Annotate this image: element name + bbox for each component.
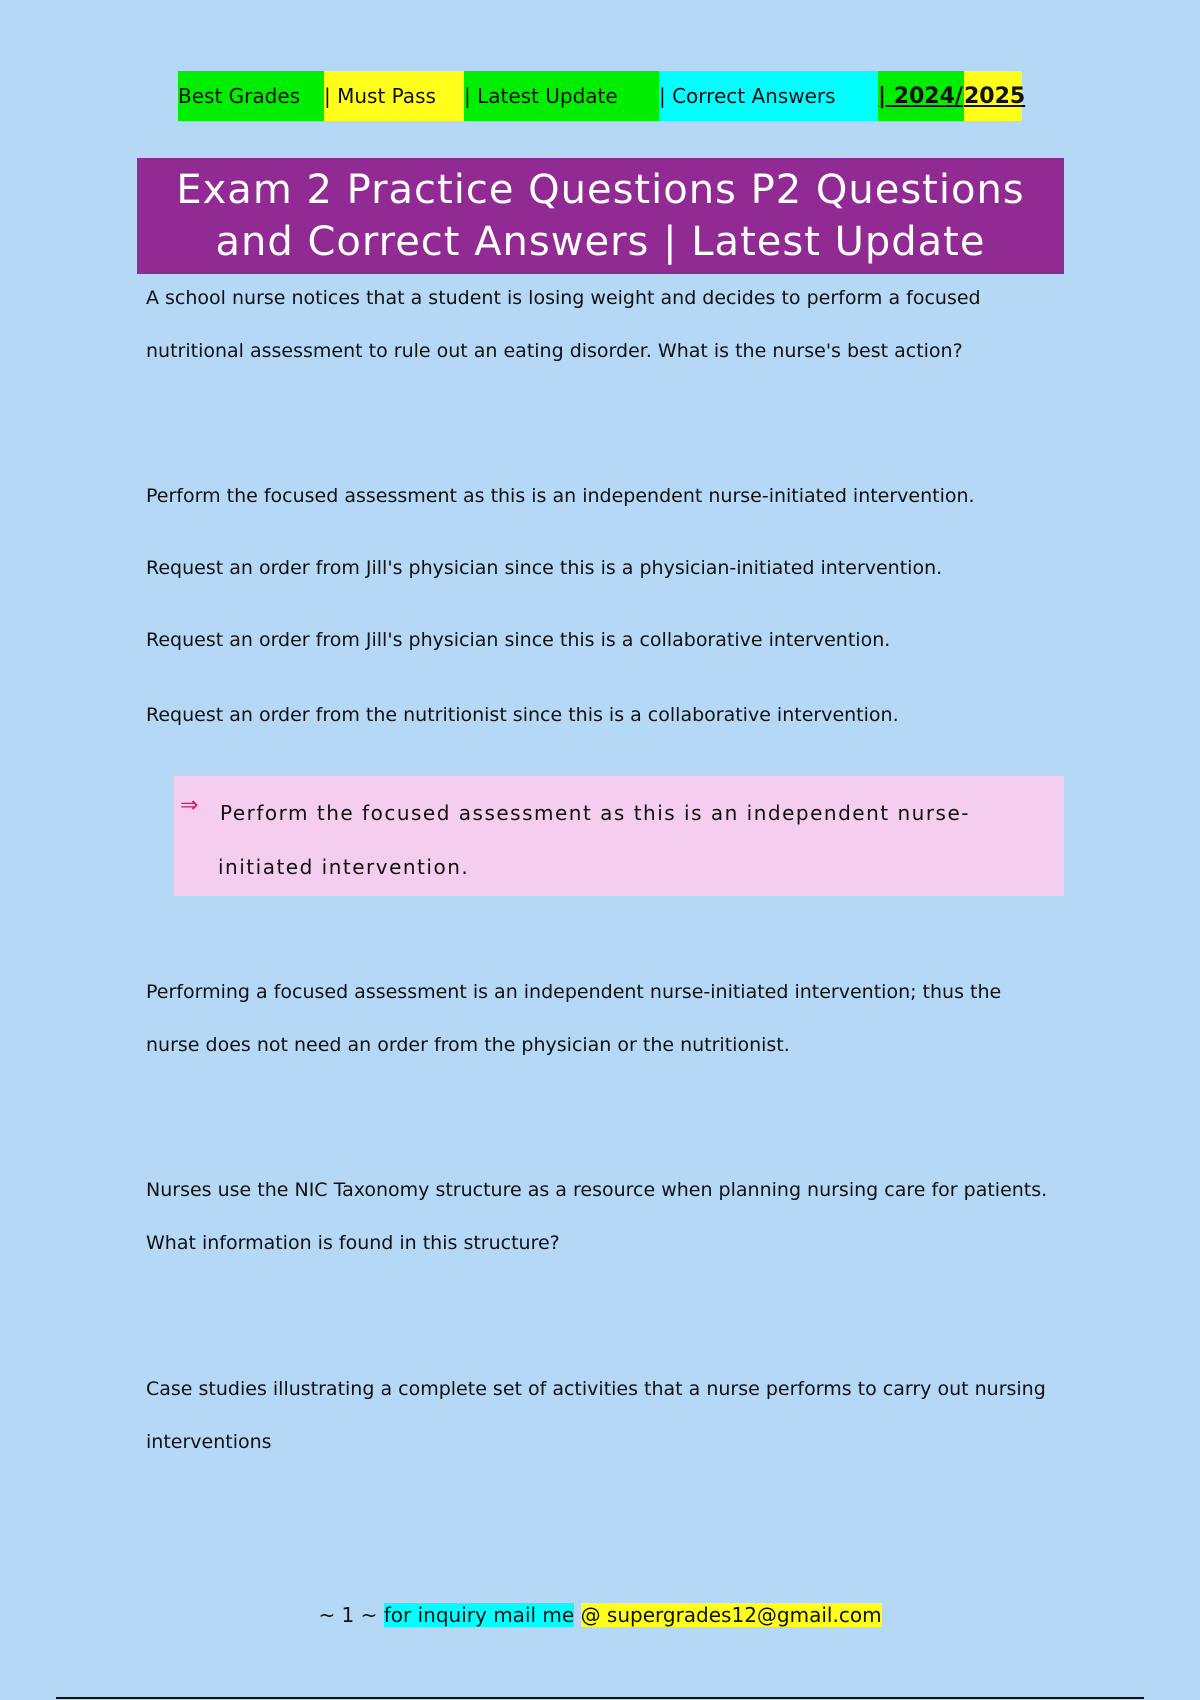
banner-must-pass: | Must Pass: [324, 71, 464, 121]
q1-option-2: Request an order from Jill's physician since this is a physician-initiated intervention.: [146, 557, 943, 579]
banner-latest-update: | Latest Update: [464, 71, 659, 121]
contact-email[interactable]: @ supergrades12@gmail.com: [580, 1603, 882, 1627]
q1-option-3: Request an order from Jill's physician since this is a collaborative intervention.: [146, 629, 891, 651]
page-footer: [0, 1600, 1200, 1630]
bottom-divider: [56, 1697, 1144, 1699]
banner-year-start: | 2024/: [878, 71, 964, 121]
q2-option-1: Case studies illustrating a complete set of activities that a nurse performs to carry out nursing interventions: [146, 1378, 1046, 1453]
banner-year-end: 2025: [964, 71, 1022, 121]
inquiry-label: for inquiry mail me: [383, 1603, 575, 1627]
header-banner: [178, 71, 1026, 121]
answer-box: [174, 776, 1064, 896]
question-1: A school nurse notices that a student is losing weight and decides to perform a focused nutritional assessment to rule out an eating disorder. What is the nurse's best action?: [146, 287, 981, 362]
q1-rationale: Performing a focused assessment is an independent nurse-initiated intervention; thus the nurse does not need an order from the physician or the nutritionist.: [146, 981, 1002, 1056]
q1-correct-answer: Perform the focused assessment as this is an independent nurse-initiated intervention.: [218, 801, 970, 879]
banner-best-grades: Best Grades: [178, 71, 324, 121]
banner-correct-answers: | Correct Answers: [659, 71, 878, 121]
document-title: Exam 2 Practice Questions P2 Questions and Correct Answers | Latest Update: [137, 158, 1064, 274]
q1-option-1: Perform the focused assessment as this is an independent nurse-initiated intervention.: [146, 485, 975, 507]
q1-option-4: Request an order from the nutritionist since this is a collaborative intervention.: [146, 704, 899, 726]
page-number: ~ 1 ~: [318, 1603, 378, 1627]
question-2: Nurses use the NIC Taxonomy structure as a resource when planning nursing care for patients. What information is found in this structure?: [146, 1179, 1048, 1254]
arrow-right-icon: ⇒: [180, 793, 199, 818]
